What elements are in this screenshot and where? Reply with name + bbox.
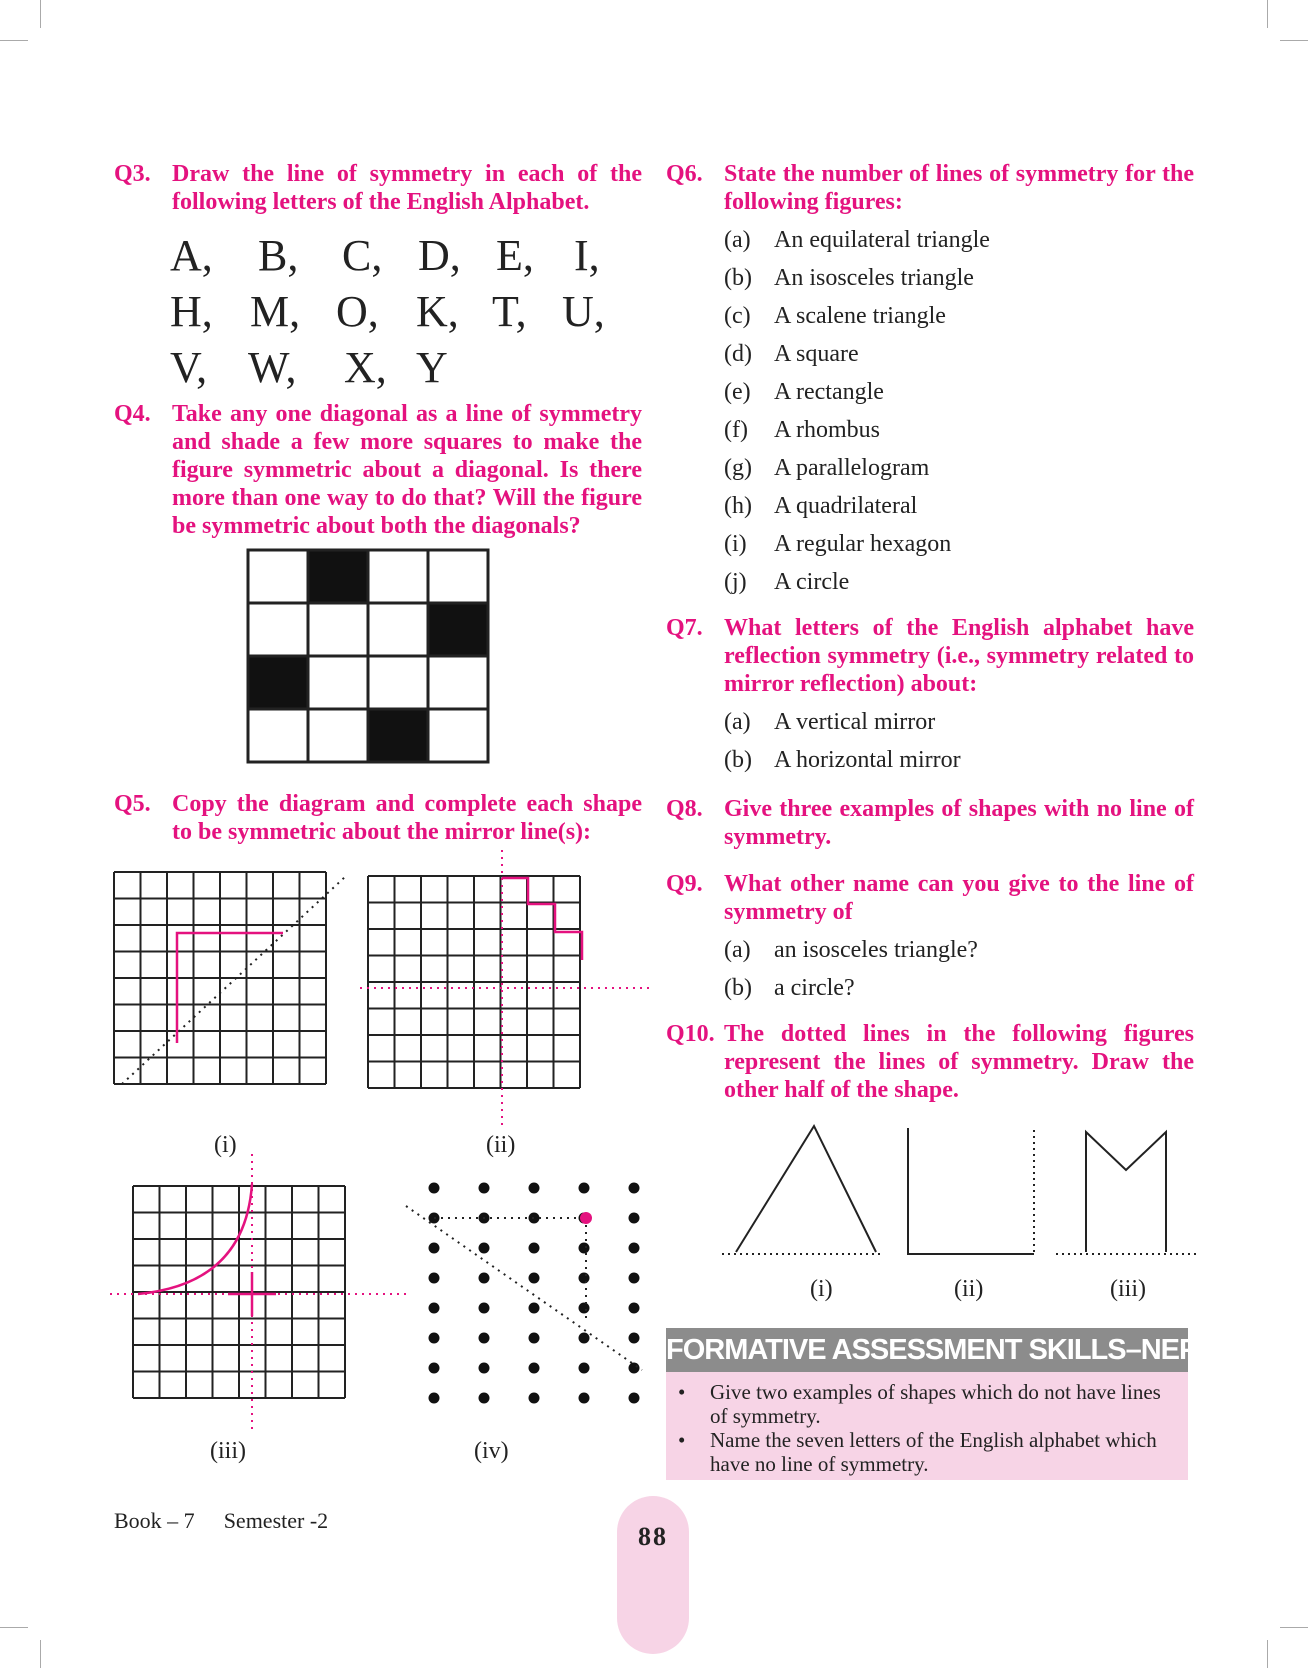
crop-mark	[0, 40, 28, 41]
grid-dot	[629, 1333, 640, 1344]
crop-mark	[40, 1640, 41, 1668]
q10-figure-iii	[1056, 1132, 1196, 1254]
question-number: Q9.	[666, 871, 703, 897]
footer-book-info	[114, 1508, 328, 1534]
letter: O,	[336, 287, 379, 336]
caption-i: (i)	[214, 1132, 237, 1158]
question-q4	[114, 400, 642, 540]
question-q10	[666, 1020, 1196, 1110]
grid-dot	[629, 1303, 640, 1314]
q10-figure-ii	[908, 1128, 1034, 1254]
question-text: Take any one diagonal as a line of symmetry and shade a few more squares to make the figure symmetric about a diagonal. Is there more than one way to do that? Will the figure be symmetric about both the diagonals?	[172, 401, 642, 539]
crop-mark	[40, 0, 41, 28]
grid-dot	[429, 1393, 440, 1404]
question-text: The dotted lines in the following figures represent the lines of symmetry. Draw the other half of the shape.	[724, 1021, 1194, 1103]
page-number: 88	[638, 1522, 668, 1551]
grid-dot	[479, 1303, 490, 1314]
item-label: (a)	[724, 227, 751, 253]
crop-mark	[1267, 0, 1268, 28]
question-q8	[666, 795, 1196, 855]
footer-semester: Semester -2	[223, 1508, 329, 1533]
caption-iii: (iii)	[210, 1438, 246, 1464]
item-text: An equilateral triangle	[774, 227, 990, 253]
question-q3	[114, 160, 642, 220]
item-text: An isosceles triangle	[774, 265, 974, 291]
item-text: A scalene triangle	[774, 303, 946, 329]
grid-dot	[629, 1273, 640, 1284]
footer-book: Book – 7	[114, 1508, 195, 1533]
item-label: (f)	[724, 417, 748, 443]
letter: T,	[492, 287, 527, 336]
q10-caption-i: (i)	[810, 1276, 833, 1302]
shaded-cell	[368, 709, 428, 762]
grid-dot	[429, 1333, 440, 1344]
letter: W,	[248, 343, 297, 392]
question-text: What other name can you give to the line of symmetry of	[724, 871, 1194, 925]
fa-item	[678, 1428, 1180, 1476]
question-q9	[666, 870, 1196, 930]
item-text: A parallelogram	[774, 455, 930, 481]
item-label: (j)	[724, 569, 747, 595]
formative-assessment-heading: FORMATIVE ASSESSMENT SKILLS–NEP 2020	[666, 1328, 1188, 1372]
fa-item-text: Name the seven letters of the English alphabet which have no line of symmetry.	[710, 1428, 1157, 1476]
grid-dot	[429, 1363, 440, 1374]
grid-dot	[529, 1333, 540, 1344]
question-text: Give three examples of shapes with no line of symmetry.	[724, 796, 1194, 850]
q10-caption-ii: (ii)	[954, 1276, 984, 1302]
grid-cell	[428, 709, 488, 762]
letter: D,	[418, 231, 461, 280]
question-number: Q3.	[114, 161, 151, 187]
grid-dot	[579, 1303, 590, 1314]
item-text: A circle	[774, 569, 850, 595]
question-text: What letters of the English alphabet have reflection symmetry (i.e., symmetry related to mirror reflection) about:	[724, 615, 1194, 697]
question-q5	[114, 790, 642, 850]
grid-dot	[579, 1243, 590, 1254]
question-number: Q8.	[666, 796, 703, 822]
q4-grid	[246, 548, 510, 772]
question-number: Q4.	[114, 401, 151, 427]
item-label: (d)	[724, 341, 752, 367]
grid-dot	[479, 1393, 490, 1404]
fa-item	[678, 1380, 1180, 1428]
grid-dot	[529, 1243, 540, 1254]
question-q6	[666, 160, 1196, 220]
grid-dot	[479, 1243, 490, 1254]
q10-figure-i	[722, 1126, 884, 1254]
grid-dot	[479, 1183, 490, 1194]
letter: A,	[170, 231, 213, 280]
fa-item-text: Give two examples of shapes which do not have lines of symmetry.	[710, 1380, 1161, 1428]
letter: V,	[170, 343, 208, 392]
page-number-tab	[617, 1496, 689, 1654]
shaded-cell	[308, 550, 368, 603]
letter: H,	[170, 287, 213, 336]
grid-dot	[429, 1243, 440, 1254]
question-number: Q7.	[666, 615, 703, 641]
letter: U,	[562, 287, 605, 336]
bullet-icon: •	[678, 1380, 686, 1404]
grid-dot	[479, 1363, 490, 1374]
item-text: a circle?	[774, 975, 855, 1001]
item-label: (a)	[724, 709, 751, 735]
letter: E,	[496, 231, 534, 280]
item-text: A regular hexagon	[774, 531, 952, 557]
q5-figure-i	[110, 868, 350, 1108]
question-text: State the number of lines of symmetry for the following figures:	[724, 161, 1194, 215]
item-label: (e)	[724, 379, 751, 405]
grid-dot	[579, 1363, 590, 1374]
letter: C,	[342, 231, 383, 280]
grid-dot	[529, 1393, 540, 1404]
item-label: (b)	[724, 747, 752, 773]
grid-dot	[429, 1303, 440, 1314]
item-label: (a)	[724, 937, 751, 963]
item-text: A vertical mirror	[774, 709, 936, 735]
grid-dot	[529, 1273, 540, 1284]
grid-cell	[368, 603, 428, 656]
question-text: Draw the line of symmetry in each of the following letters of the English Alphabet.	[172, 161, 642, 215]
letter: K,	[416, 287, 459, 336]
item-text: A square	[774, 341, 859, 367]
grid-dot	[579, 1183, 590, 1194]
question-number: Q10.	[666, 1021, 715, 1047]
q5-figure-iv	[400, 1170, 650, 1420]
grid-dot	[579, 1393, 590, 1404]
q10-figures	[716, 1118, 1206, 1268]
grid-dot	[629, 1213, 640, 1224]
item-text: A rhombus	[774, 417, 881, 443]
grid-cell	[248, 603, 308, 656]
grid-dot	[629, 1363, 640, 1374]
grid-cell	[308, 709, 368, 762]
mirror-line	[122, 876, 346, 1084]
grid-dot	[579, 1333, 590, 1344]
grid-cell	[368, 550, 428, 603]
grid-dot	[629, 1183, 640, 1194]
item-label: (i)	[724, 531, 747, 557]
crop-mark	[1267, 1640, 1268, 1668]
grid-cell	[248, 550, 308, 603]
shaded-cell	[428, 603, 488, 656]
item-text: A rectangle	[774, 379, 884, 405]
grid-cell	[428, 550, 488, 603]
crop-mark	[1280, 40, 1308, 41]
grid-cell	[368, 656, 428, 709]
grid-cell	[428, 656, 488, 709]
grid-dot	[629, 1243, 640, 1254]
item-label: (h)	[724, 493, 752, 519]
letter: X,	[344, 343, 387, 392]
grid-dot	[579, 1273, 590, 1284]
grid-dot	[529, 1363, 540, 1374]
question-number: Q6.	[666, 161, 703, 187]
grid-dot	[529, 1303, 540, 1314]
crop-mark	[0, 1627, 28, 1628]
q5-figure-iii	[110, 1154, 410, 1434]
question-number: Q5.	[114, 791, 151, 817]
caption-ii: (ii)	[486, 1132, 516, 1158]
grid-dot	[479, 1333, 490, 1344]
grid-cell	[308, 656, 368, 709]
grid-dot	[529, 1183, 540, 1194]
mirror-line	[406, 1206, 642, 1370]
item-label: (b)	[724, 975, 752, 1001]
letter: B,	[258, 231, 299, 280]
crop-mark	[1280, 1627, 1308, 1628]
item-label: (b)	[724, 265, 752, 291]
formative-assessment-box	[666, 1372, 1188, 1480]
item-text: an isosceles triangle?	[774, 937, 978, 963]
item-text: A quadrilateral	[774, 493, 918, 519]
item-label: (g)	[724, 455, 752, 481]
q10-caption-iii: (iii)	[1110, 1276, 1146, 1302]
question-text: Copy the diagram and complete each shape to be symmetric about the mirror line(s):	[172, 791, 642, 845]
letter: I,	[574, 231, 600, 280]
letter: Y	[416, 343, 448, 392]
caption-iv: (iv)	[474, 1438, 509, 1464]
grid-dot	[429, 1273, 440, 1284]
partial-shape	[502, 878, 582, 960]
item-label: (c)	[724, 303, 751, 329]
grid-dot	[429, 1183, 440, 1194]
letter: M,	[250, 287, 301, 336]
grid-dot	[479, 1273, 490, 1284]
item-text: A horizontal mirror	[774, 747, 961, 773]
q5-figure-ii	[360, 850, 650, 1128]
grid-dot	[629, 1393, 640, 1404]
bullet-icon: •	[678, 1428, 686, 1452]
shaded-cell	[248, 656, 308, 709]
question-q7	[666, 614, 1196, 698]
grid-cell	[248, 709, 308, 762]
grid-cell	[308, 603, 368, 656]
